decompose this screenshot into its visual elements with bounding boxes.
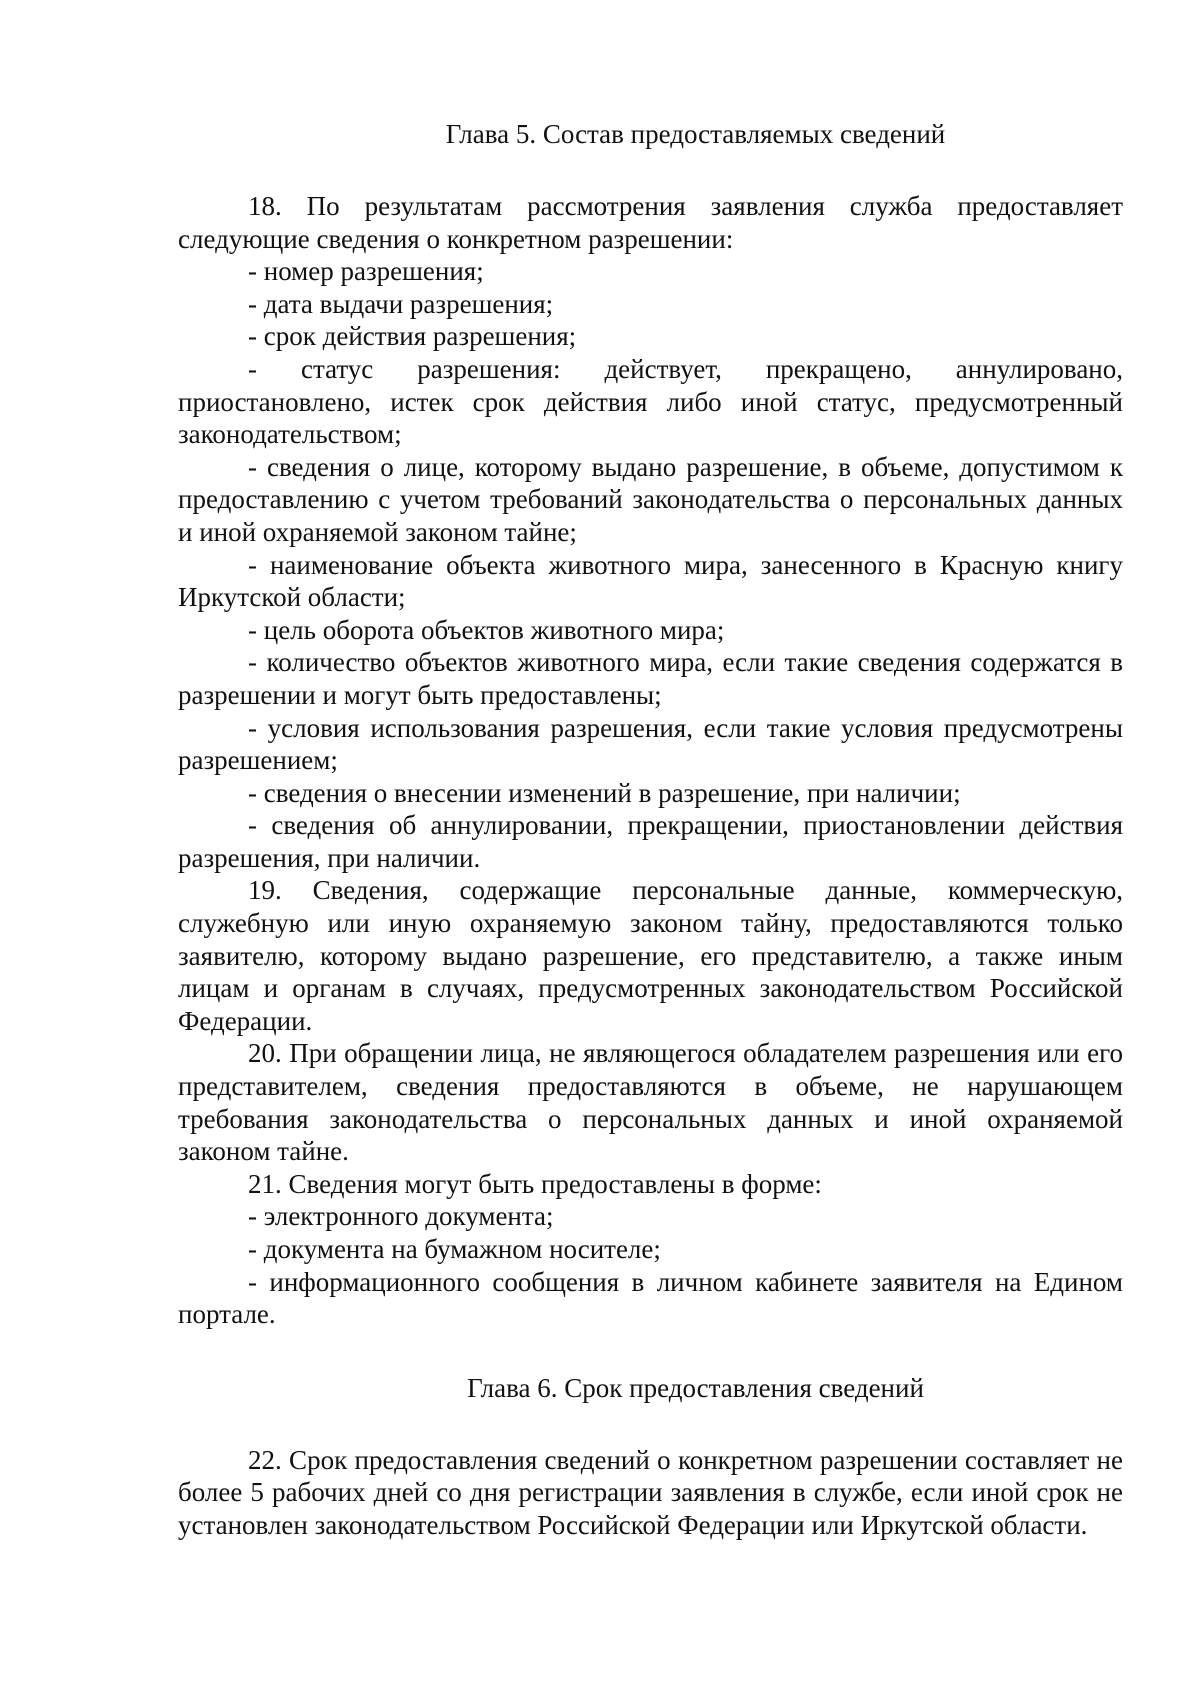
chapter-5-body (178, 190, 1123, 1331)
list-item: - электронного документа; (248, 1201, 554, 1232)
chapter-6-heading: Глава 6. Срок предоставления сведений (467, 1372, 924, 1403)
paragraph-22: 22. Срок предоставления сведений о конкретном разрешении составляет не более 5 рабочих дней со дня регистрации заявления в службе, если иной срок не установлен законодательством Российской Федерации или Иркутской области. (178, 1444, 1123, 1540)
list-item: - дата выдачи разрешения; (248, 288, 554, 319)
list-item: - сведения об аннулировании, прекращении, приостановлении действия разрешения, при наличии. (178, 810, 1123, 873)
list-item: - статус разрешения: действует, прекращено, аннулировано, приостановлено, истек срок действия либо иной статус, предусмотренный законодательством; (178, 353, 1123, 450)
list-item: - цель оборота объектов животного мира; (248, 614, 725, 645)
list-item: - условия использования разрешения, если такие условия предусмотрены разрешением; (178, 712, 1123, 776)
list-item: - сведения о лице, которому выдано разрешение, в объеме, допустимом к предоставлению с учетом требований законодательства о персональных данных и иной охраняемой законом тайне; (178, 451, 1123, 547)
list-item: - наименование объекта животного мира, занесенного в Красную книгу Иркутской области; (178, 549, 1123, 613)
list-item: - номер разрешения; (248, 256, 484, 287)
document-page (178, 118, 1123, 1542)
list-item: - информационного сообщения в личном кабинете заявителя на Едином портале. (178, 1266, 1123, 1330)
list-item: - количество объектов животного мира, если такие сведения содержатся в разрешении и могут быть предоставлены; (178, 647, 1123, 710)
paragraph-19: 19. Сведения, содержащие персональные данные, коммерческую, служебную или иную охраняемую законом тайну, предоставляются только заявителю, которому выдано разрешение, его представителю, а также иным лицам и органам в случаях, предусмотренных законодательством Российской Федерации. (178, 875, 1123, 1036)
chapter-6-body (178, 1444, 1123, 1542)
chapter-5-heading: Глава 5. Состав предоставляемых сведений (445, 119, 946, 149)
paragraph-20: 20. При обращении лица, не являющегося обладателем разрешения или его представителем, сведения предоставляются в объеме, не нарушающем требования законодательства о персональных данных и иной охраняемой законом тайне. (178, 1038, 1123, 1167)
paragraph-18: 18. По результатам рассмотрения заявления служба предоставляет следующие сведения о конкретном разрешении: (178, 191, 1123, 254)
list-item: - срок действия разрешения; (248, 321, 577, 352)
list-item: - сведения о внесении изменений в разрешение, при наличии; (248, 777, 961, 808)
paragraph-21: 21. Сведения могут быть предоставлены в форме: (248, 1168, 822, 1199)
list-item: - документа на бумажном носителе; (248, 1234, 661, 1264)
